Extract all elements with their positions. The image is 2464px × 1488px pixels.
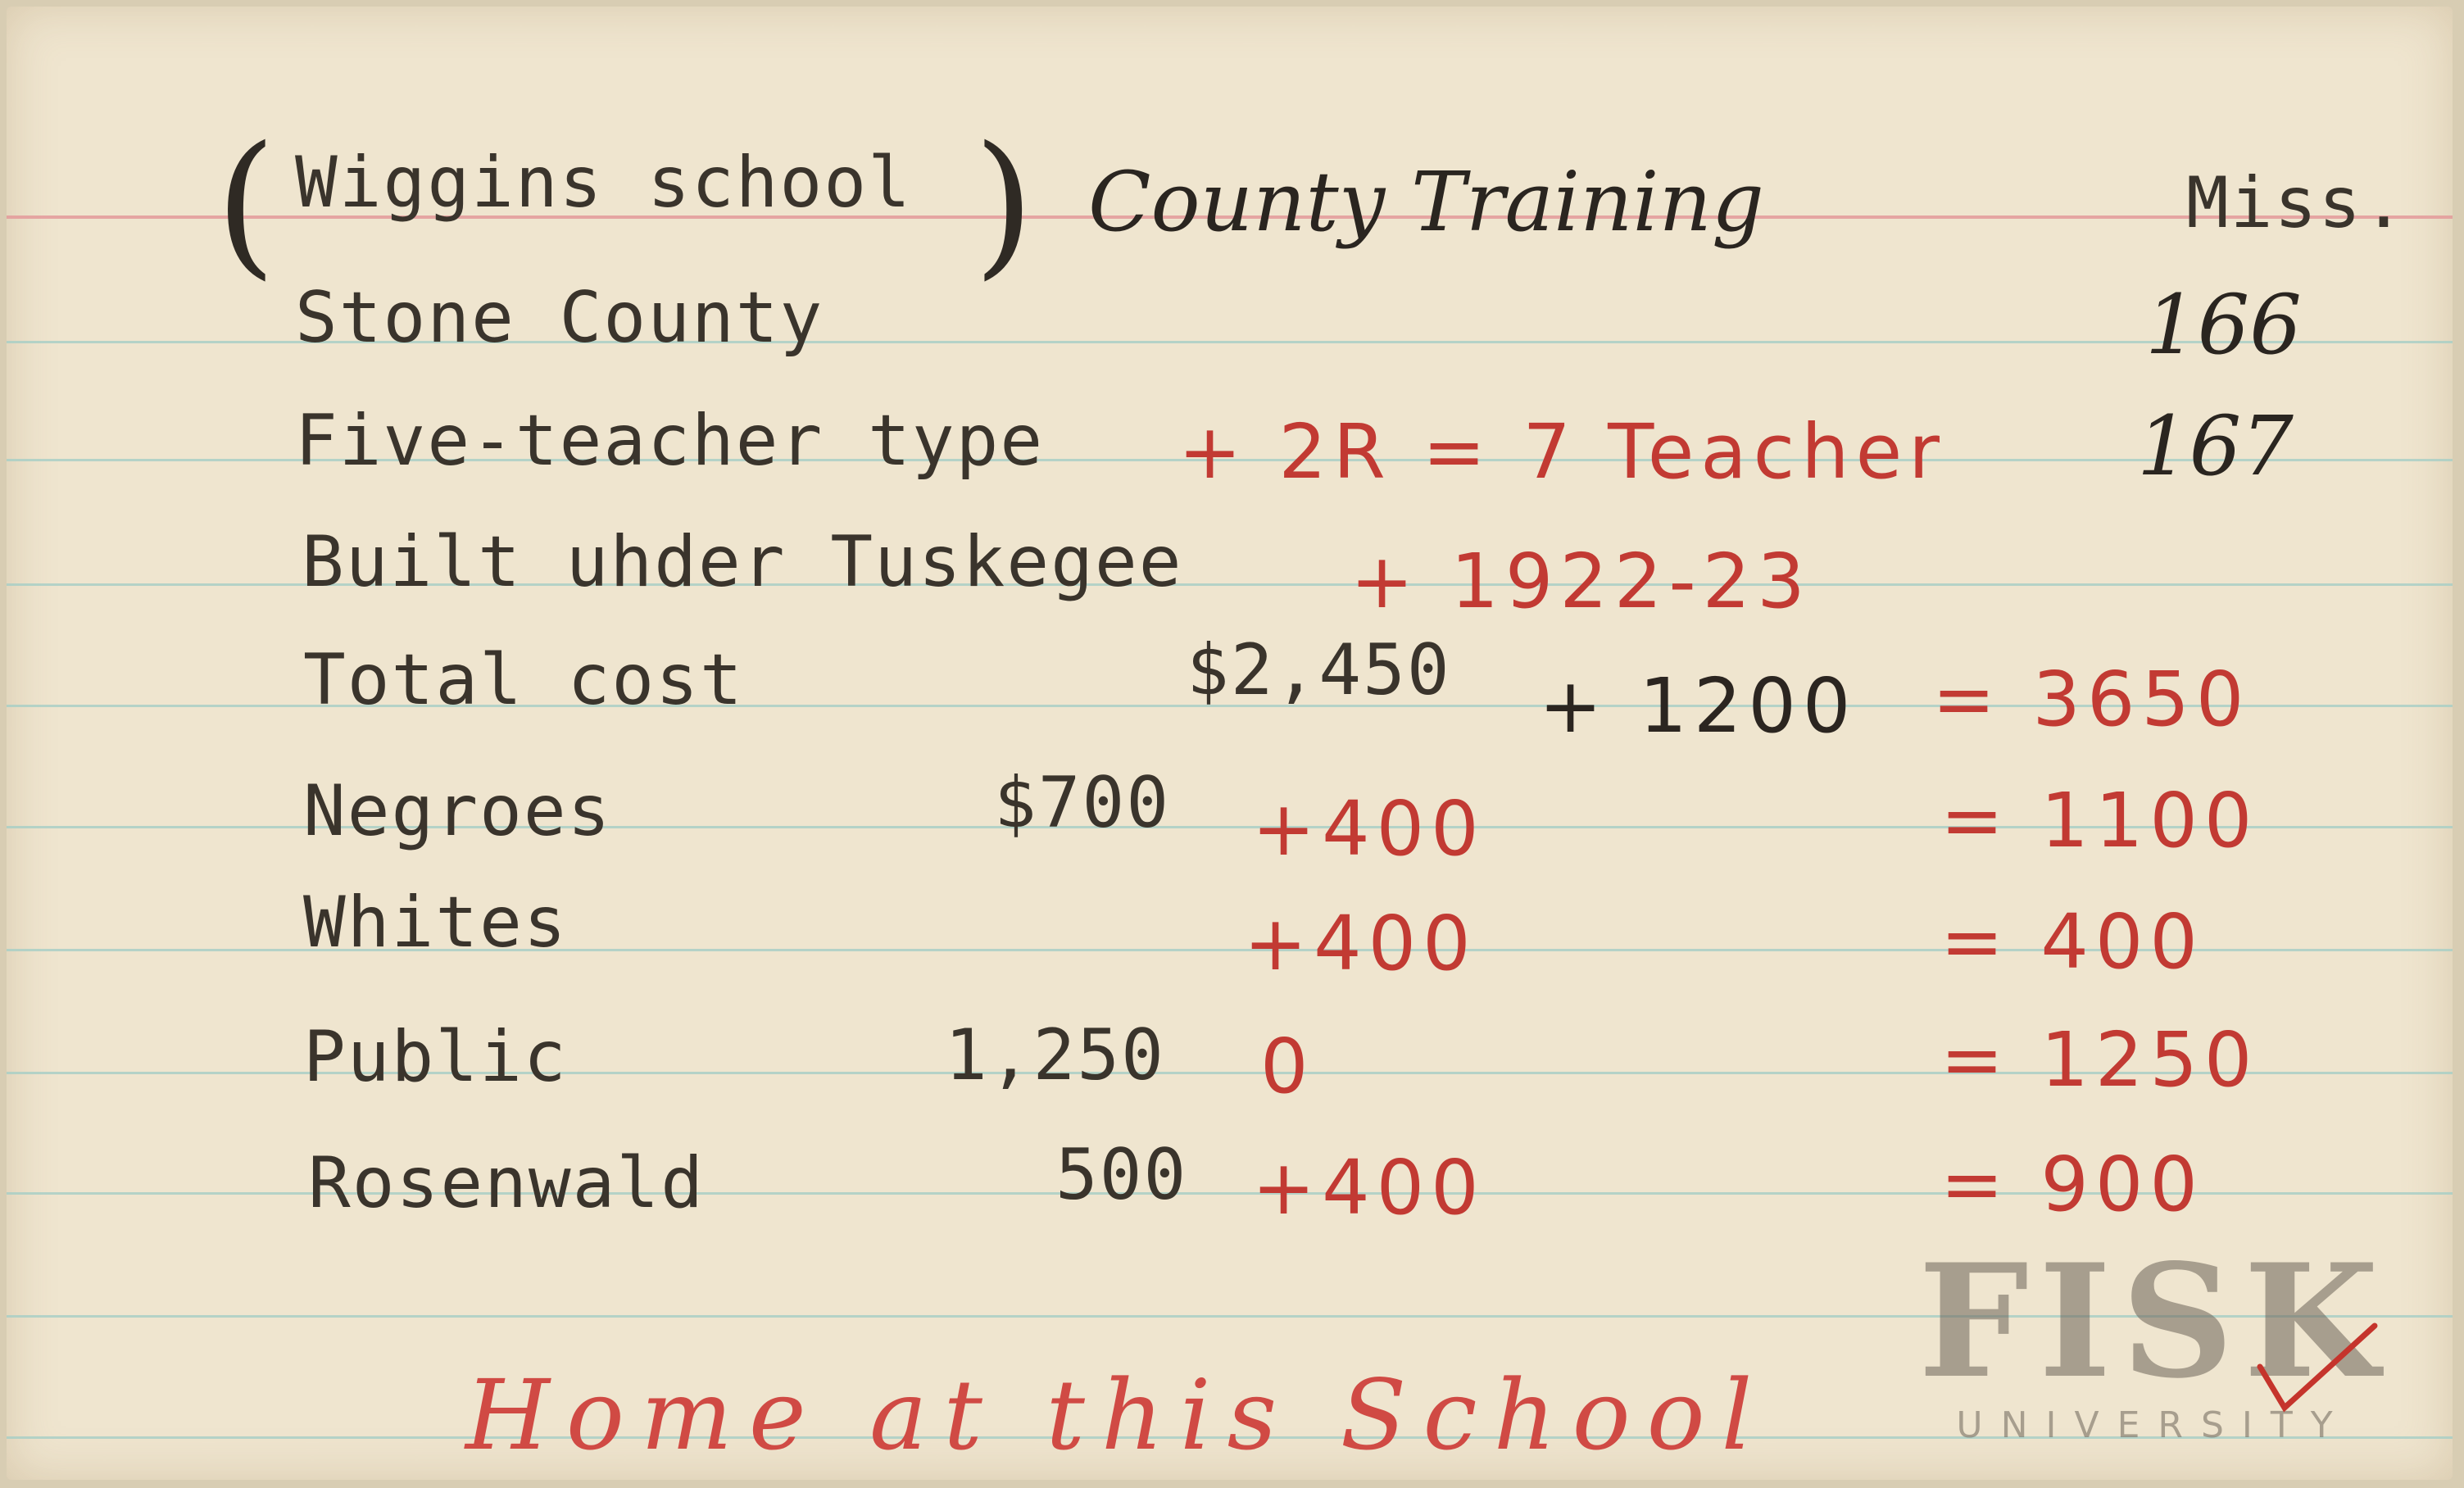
built-addition: + 1922-23	[1350, 538, 1812, 625]
row-total-public: = 1250	[1940, 1016, 2259, 1104]
watermark-subtitle: UNIVERSITY	[1956, 1404, 2351, 1446]
row-typed-public: 1,250	[945, 1014, 1165, 1096]
county: Stone County	[295, 277, 824, 359]
row-added-negroes: +400	[1252, 785, 1486, 873]
ref-number-2: 167	[2137, 398, 2294, 494]
school-type: County Training	[1088, 154, 1764, 250]
state: Miss.	[2186, 162, 2407, 244]
index-card	[7, 7, 2453, 1480]
row-typed-rosenwald: 500	[1055, 1134, 1188, 1216]
built-under: Built uhder Tuskegee	[302, 521, 1183, 603]
row-typed-negroes: $700	[994, 762, 1171, 844]
row-total-whites: = 400	[1940, 898, 2204, 986]
watermark-name: FISK	[1917, 1230, 2389, 1413]
row-added-whites: +400	[1244, 900, 1477, 987]
plan-addition: + 2R = 7 Teacher	[1178, 408, 1946, 496]
row-total-rosenwald: = 900	[1940, 1141, 2204, 1228]
row-added-rosenwald: +400	[1252, 1144, 1486, 1232]
plan-type: Five-teacher type	[295, 400, 1045, 482]
check-mark-icon	[2252, 1318, 2383, 1432]
open-paren: (	[216, 113, 277, 294]
row-added-public: 0	[1260, 1023, 1315, 1110]
row-total-total-cost: = 3650	[1932, 656, 2251, 743]
row-total-negroes: = 1100	[1940, 777, 2259, 864]
row-label-total-cost: Total cost	[303, 639, 744, 721]
row-added-total-cost: + 1200	[1539, 662, 1858, 750]
footer-note: Home at this School	[465, 1359, 1769, 1472]
row-label-public: Public	[303, 1016, 568, 1098]
close-paren: )	[973, 113, 1035, 294]
school-name: Wiggins school	[295, 142, 912, 224]
row-typed-total-cost: $2,450	[1187, 629, 1451, 711]
row-label-whites: Whites	[303, 882, 568, 964]
ref-number-1: 166	[2145, 277, 2302, 373]
row-label-negroes: Negroes	[303, 770, 612, 852]
row-label-rosenwald: Rosenwald	[308, 1142, 705, 1224]
